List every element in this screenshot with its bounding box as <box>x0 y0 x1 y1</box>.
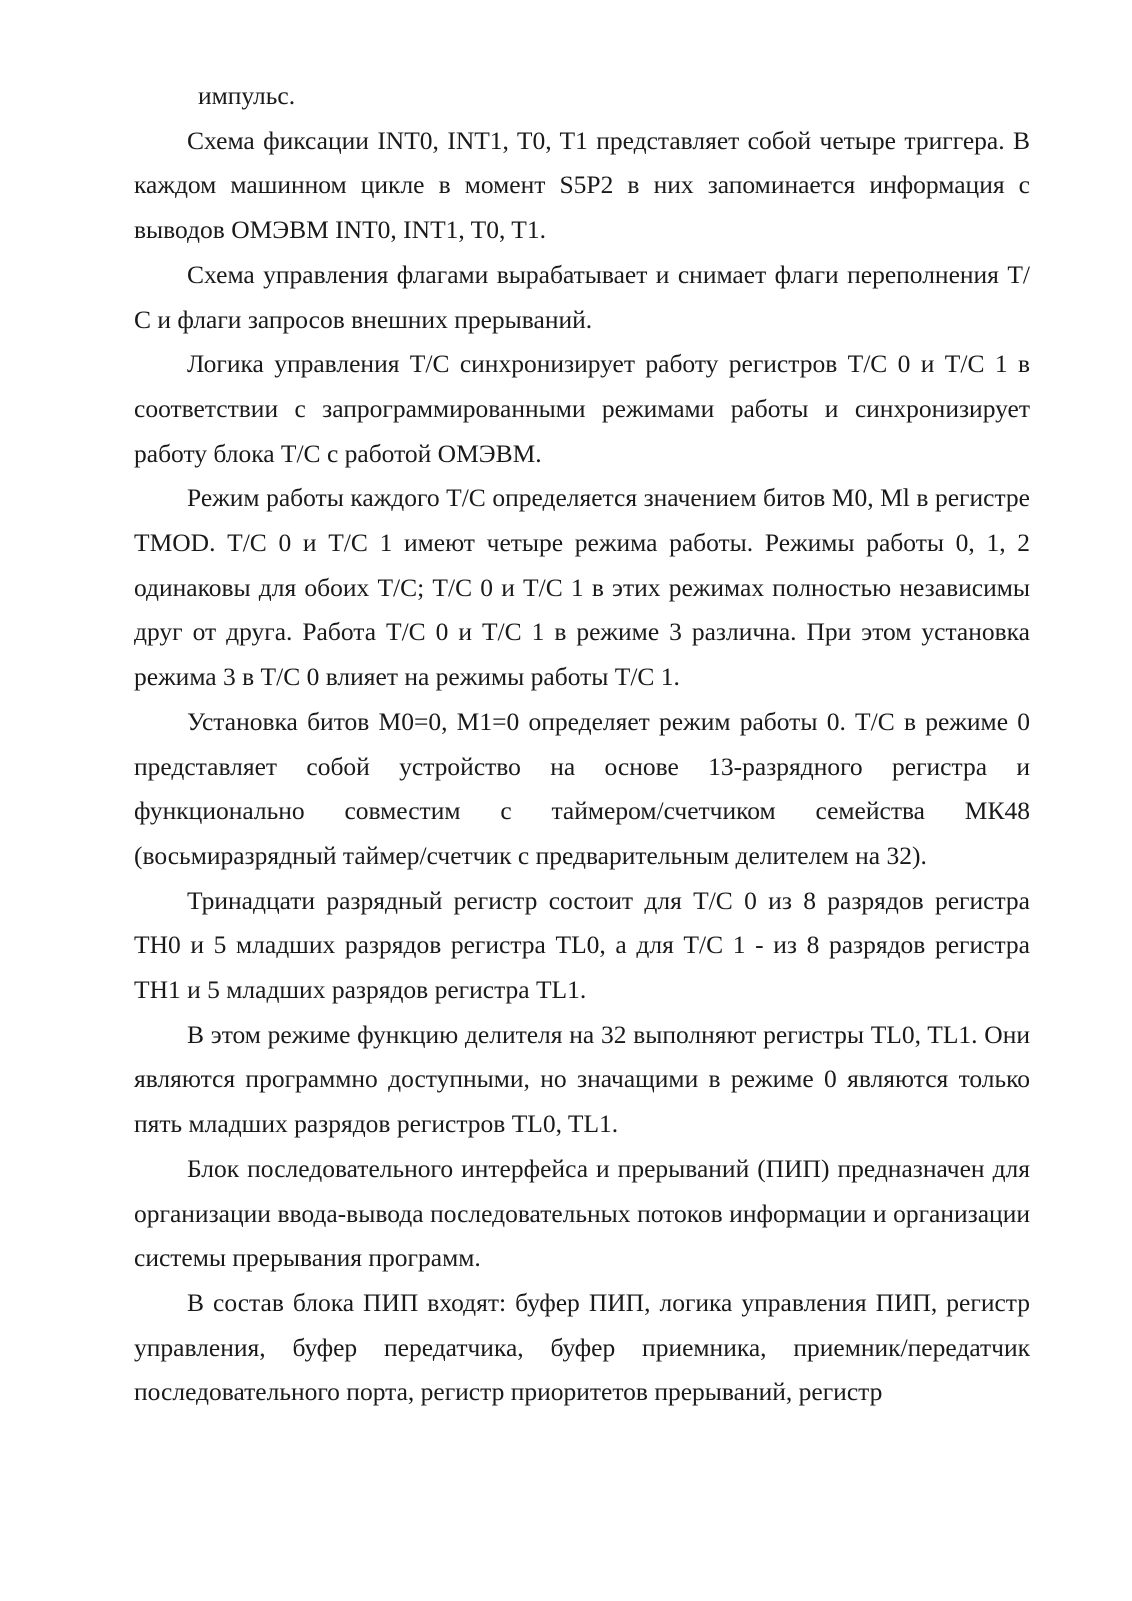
paragraph-pip-block: Блок последовательного интерфейса и прерываний (ПИП) предназначен для организации ввода-вывода последовательных потоков информации и организации системы прерывания программ. <box>134 1153 1030 1273</box>
paragraph-continuation: импульс. <box>198 81 296 110</box>
paragraph-prescaler: В этом режиме функцию делителя на 32 выполняют регистры TL0, TL1. Они являются программно доступными, но значащими в режиме 0 являются только пять младших разрядов регистров TL0, TL1. <box>134 1019 1030 1139</box>
paragraph-tc-logic: Логика управления Т/С синхронизирует работу регистров Т/С 0 и Т/С 1 в соответствии с запрограммированными режимами работы и синхронизирует работу блока Т/С с работой ОМЭВМ. <box>134 349 1030 468</box>
document-body <box>134 74 1030 1415</box>
paragraph-13-bit-register: Тринадцати разрядный регистр состоит для Т/С 0 из 8 разрядов регистра TH0 и 5 младших разрядов регистра TL0, а для Т/С 1 - из 8 разрядов регистра TH1 и 5 младших разрядов регистра TL1. <box>134 885 1030 1005</box>
paragraph-pip-components: В состав блока ПИП входят: буфер ПИП, логика управления ПИП, регистр управления, буфер передатчика, буфер приемника, приемник/передатчик последовательного порта, регистр приоритетов прерываний, регистр <box>134 1287 1030 1407</box>
paragraph-flag-control: Схема управления флагами вырабатывает и снимает флаги переполнения Т/С и флаги запросов внешних прерываний. <box>134 259 1030 334</box>
paragraph-tc-modes: Режим работы каждого Т/С определяется значением битов М0, Ml в регистре TMOD. Т/С 0 и Т/С 1 имеют четыре режима работы. Режимы работы 0, 1, 2 одинаковы для обоих Т/С; Т/С 0 и Т/С 1 в этих режимах полностью независимы друг от друга. Работа Т/С 0 и Т/С 1 в режиме 3 различна. При этом установка режима 3 в Т/С 0 влияет на режимы работы Т/С 1. <box>134 483 1030 692</box>
paragraph-latch-circuit: Схема фиксации INT0, INT1, T0, T1 представляет собой четыре триггера. В каждом машинном цикле в момент S5P2 в них запоминается информация с выводов ОМЭВМ INT0, INT1, T0, T1. <box>134 125 1030 245</box>
paragraph-mode-0: Установка битов М0=0, М1=0 определяет режим работы 0. Т/С в режиме 0 представляет собой устройство на основе 13-разрядного регистра и функционально совместим с таймером/счетчиком семейства МК48 (восьмиразрядный таймер/счетчик с предварительным делителем на 32). <box>134 706 1030 870</box>
